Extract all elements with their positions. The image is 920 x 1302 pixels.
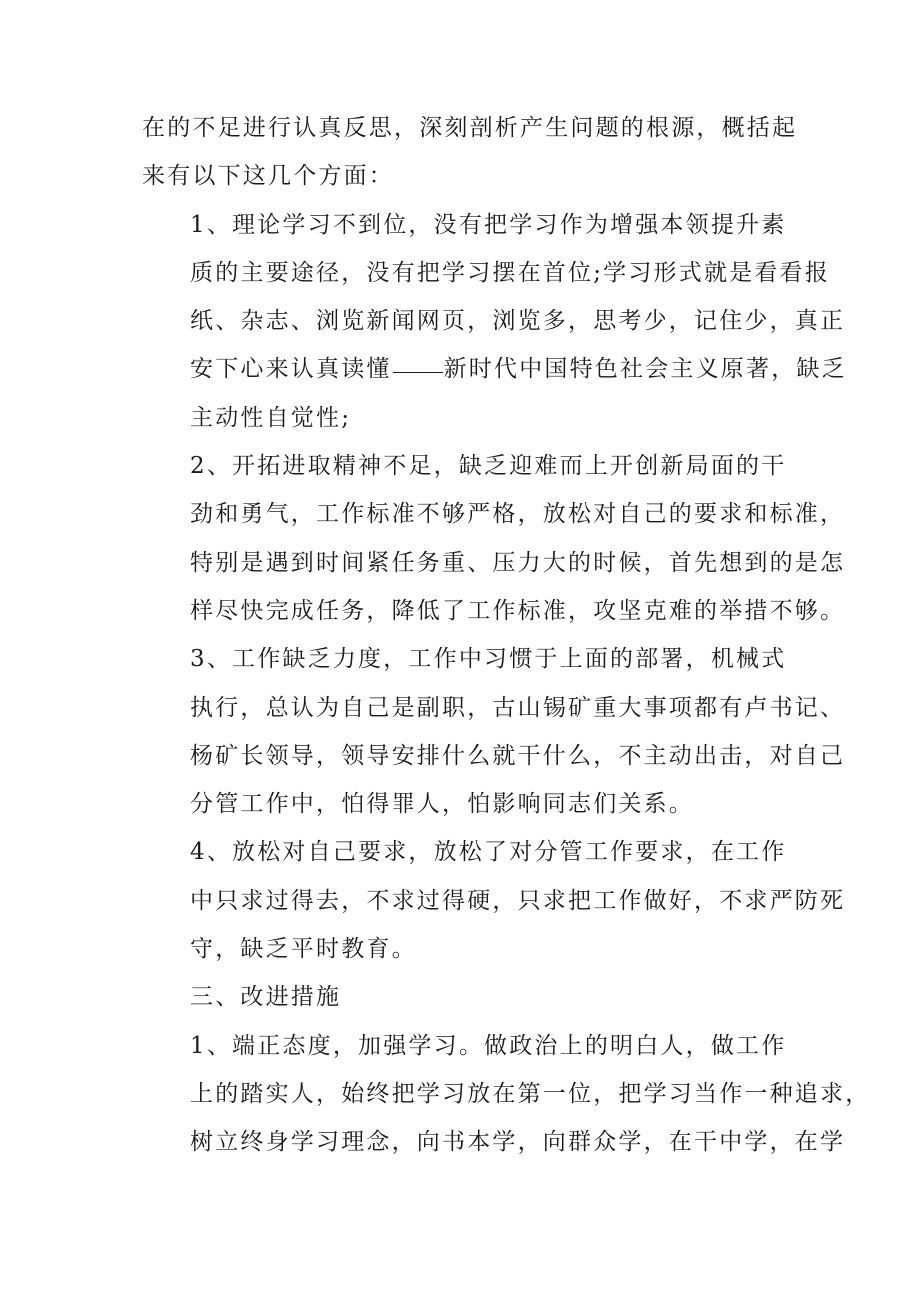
paragraph-item-2 <box>142 442 846 635</box>
text-line: 三、改进措施 <box>190 984 342 1011</box>
document-page <box>142 104 871 1167</box>
text-line: 3、工作缺乏力度，工作中习惯于上面的部署，机械式 <box>190 646 787 673</box>
paragraph-item-3 <box>142 635 846 828</box>
text-line: 特别是遇到时间紧任务重、压力大的时候，首先想到的是怎 <box>190 549 846 576</box>
text-line: 主动性自觉性; <box>190 404 352 431</box>
text-line: 在的不足进行认真反思，深刻剖析产生问题的根源，概括起 <box>142 115 798 141</box>
paragraph-item-4 <box>142 828 846 973</box>
text-line: 中只求过得去，不求过得硬，只求把工作做好，不求严防死 <box>190 887 846 914</box>
text-line: 守，缺乏平时教育。 <box>190 936 417 963</box>
text-line: 纸、杂志、浏览新闻网页，浏览多，思考少，记住少，真正 <box>190 308 846 335</box>
text-line: 树立终身学习理念，向书本学，向群众学，在干中学，在学 <box>190 1129 846 1156</box>
text-before-blank: 安下心来认真读懂 <box>190 356 392 383</box>
text-line: 来有以下这几个方面： <box>142 163 394 190</box>
fill-in-blank <box>393 372 443 373</box>
text-line: 4、放松对自己要求，放松了对分管工作要求，在工作 <box>190 839 787 866</box>
text-line-with-blank <box>142 345 847 393</box>
text-line: 执行，总认为自己是副职，古山锡矿重大事项都有卢书记、 <box>190 694 846 721</box>
paragraph-measure-1 <box>142 1022 871 1167</box>
text-line: 2、开拓进取精神不足，缺乏迎难而上开创新局面的干 <box>190 453 787 480</box>
section-heading-improvement <box>142 973 782 1021</box>
text-line: 质的主要途径，没有把学习摆在首位;学习形式就是看看报 <box>190 259 830 286</box>
text-line: 1、理论学习不到位，没有把学习作为增强本领提升素 <box>190 211 787 238</box>
text-line: 劲和勇气，工作标准不够严格，放松对自己的要求和标准， <box>190 501 846 528</box>
text-line: 样尽快完成任务，降低了工作标准，攻坚克难的举措不够。 <box>190 597 846 624</box>
text-line: 分管工作中，怕得罪人，怕影响同志们关系。 <box>190 791 694 818</box>
paragraph-intro <box>142 104 798 201</box>
text-line: 上的踏实人，始终把学习放在第一位，把学习当作一种追求， <box>190 1080 871 1107</box>
paragraph-item-1 <box>142 201 847 442</box>
text-line: 杨矿长领导，领导安排什么就干什么，不主动出击，对自己 <box>190 742 846 769</box>
text-after-blank: 新时代中国特色社会主义原著，缺乏 <box>443 356 847 383</box>
text-line: 1、端正态度，加强学习。做政治上的明白人，做工作 <box>190 1032 787 1059</box>
